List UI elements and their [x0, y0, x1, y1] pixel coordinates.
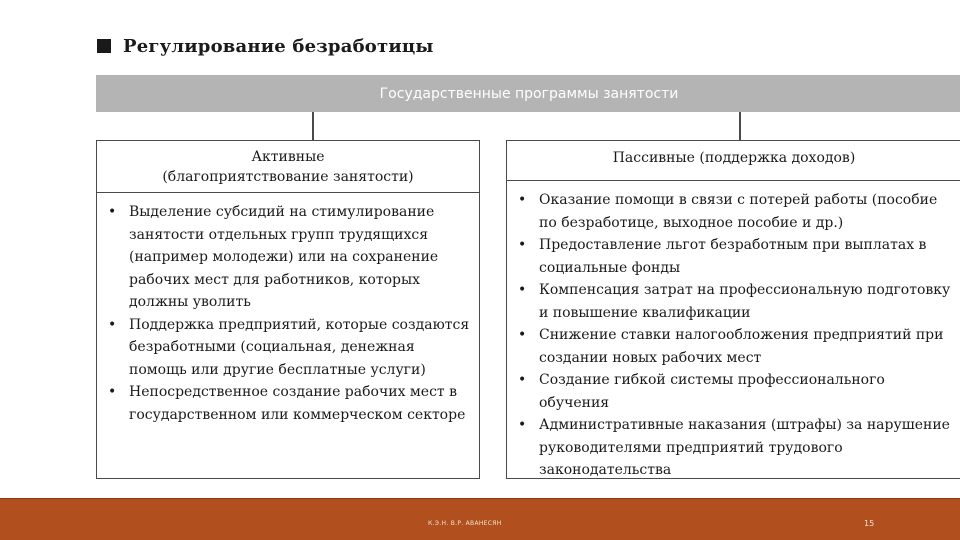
- passive-programs-list: [507, 181, 960, 482]
- active-header-subtitle: (благоприятствование занятости): [162, 169, 414, 185]
- active-programs-list: [97, 193, 479, 426]
- active-header-title: Активные: [251, 149, 325, 165]
- list-item: • Компенсация затрат на профессиональную подготовку и повышение квалификации: [539, 279, 953, 324]
- slide-title-row: [97, 34, 434, 58]
- passive-programs-box: [506, 140, 960, 479]
- footer-author: К.Э.Н. В.Р. АВАНЕСЯН: [428, 520, 502, 527]
- list-item: • Предоставление льгот безработным при выплатах в социальные фонды: [539, 234, 953, 279]
- square-bullet-icon: [97, 39, 111, 53]
- list-item: • Поддержка предприятий, которые создаются безработными (социальная, денежная помощь или другие бесплатные услуги): [129, 314, 471, 382]
- list-item: • Снижение ставки налогообложения предприятий при создании новых рабочих мест: [539, 324, 953, 369]
- list-item: • Оказание помощи в связи с потерей работы (пособие по безработице, выходное пособие и др.): [539, 189, 953, 234]
- list-item: • Административные наказания (штрафы) за нарушение руководителями предприятий трудового законодательства: [539, 414, 953, 482]
- programs-header-bar: [96, 75, 960, 112]
- programs-header-label: Государственные программы занятости: [379, 85, 679, 102]
- slide-footer: [0, 498, 960, 540]
- page-number: 15: [864, 519, 875, 528]
- list-item: • Создание гибкой системы профессионального обучения: [539, 369, 953, 414]
- slide-title: Регулирование безработицы: [123, 35, 434, 57]
- connector-line-left: [312, 112, 314, 140]
- connector-line-right: [739, 112, 741, 140]
- active-programs-header: [97, 141, 479, 193]
- list-item: • Непосредственное создание рабочих мест в государственном или коммерческом секторе: [129, 381, 471, 426]
- active-programs-box: [96, 140, 480, 479]
- passive-programs-header: Пассивные (поддержка доходов): [507, 141, 960, 181]
- list-item: • Выделение субсидий на стимулирование занятости отдельных групп трудящихся (например молодежи) или на сохранение рабочих мест для работников, которых должны уволить: [129, 201, 471, 314]
